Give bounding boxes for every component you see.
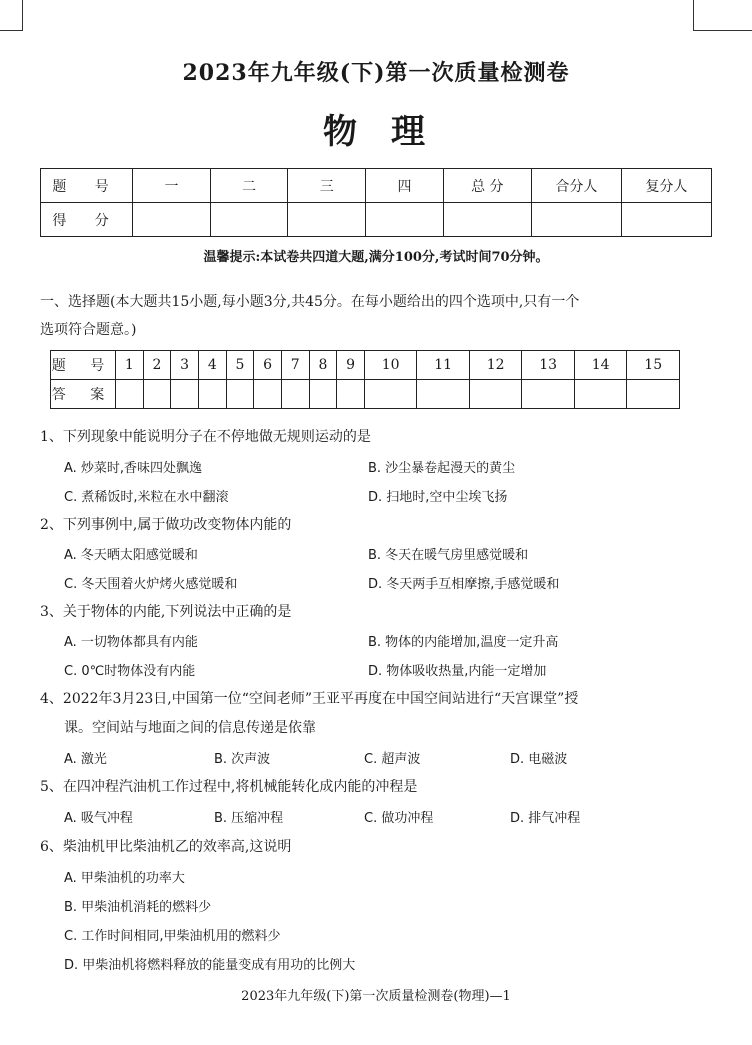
question-6-option-a: A. 甲柴油机的功率大 <box>64 871 185 886</box>
score-cell[interactable] <box>288 203 366 237</box>
score-cell[interactable] <box>133 203 211 237</box>
answer-cell[interactable] <box>364 380 417 409</box>
question-1-option-a: A. 炒菜时,香味四处飘逸 <box>64 461 203 476</box>
score-cell[interactable] <box>210 203 288 237</box>
answer-table-number-row <box>51 351 680 380</box>
question-number-cell: 15 <box>627 351 680 380</box>
section-1-line-2: 选项符合题意。) <box>40 322 137 338</box>
question-3-option-d: D. 物体吸收热量,内能一定增加 <box>368 664 547 679</box>
question-1-stem: 1、下列现象中能说明分子在不停地做无规则运动的是 <box>40 429 371 445</box>
question-number-cell: 10 <box>364 351 417 380</box>
exam-hint: 温馨提示:本试卷共四道大题,满分100分,考试时间70分钟。 <box>203 250 549 265</box>
answer-cell[interactable] <box>627 380 680 409</box>
question-4-option-c: C. 超声波 <box>364 752 421 767</box>
section-1-line-1: 一、选择题(本大题共15小题,每小题3分,共45分。在每小题给出的四个选项中,只有一个 <box>40 294 580 310</box>
question-5-option-d: D. 排气冲程 <box>510 811 581 826</box>
answer-cell[interactable] <box>226 380 254 409</box>
answer-cell[interactable] <box>522 380 575 409</box>
answer-cell[interactable] <box>574 380 627 409</box>
question-1-option-b: B. 沙尘暴卷起漫天的黄尘 <box>368 461 516 476</box>
question-number-cell: 11 <box>417 351 470 380</box>
answer-cell[interactable] <box>116 380 144 409</box>
answer-cell[interactable] <box>417 380 470 409</box>
crop-mark-right <box>693 0 752 31</box>
question-6-option-c: C. 工作时间相同,甲柴油机用的燃料少 <box>64 929 281 944</box>
answer-cell[interactable] <box>171 380 199 409</box>
question-number-cell: 7 <box>281 351 309 380</box>
score-header-cell: 总 分 <box>443 169 531 203</box>
question-number-cell: 4 <box>198 351 226 380</box>
question-number-cell: 14 <box>574 351 627 380</box>
question-4-option-d: D. 电磁波 <box>510 752 568 767</box>
question-3-option-c: C. 0℃时物体没有内能 <box>64 664 196 679</box>
question-3-option-b: B. 物体的内能增加,温度一定升高 <box>368 635 559 650</box>
question-1-option-d: D. 扫地时,空中尘埃飞扬 <box>368 490 508 505</box>
score-row-label: 得 分 <box>41 203 133 237</box>
crop-mark-left <box>0 0 23 31</box>
question-4-stem-continued: 课。空间站与地面之间的信息传递是依靠 <box>64 720 316 736</box>
question-number-cell: 2 <box>143 351 171 380</box>
score-header-cell: 合分人 <box>531 169 621 203</box>
question-5-option-b: B. 压缩冲程 <box>214 811 284 826</box>
question-6-option-b: B. 甲柴油机消耗的燃料少 <box>64 900 212 915</box>
question-2-option-a: A. 冬天晒太阳感觉暖和 <box>64 548 198 563</box>
answer-cell[interactable] <box>309 380 337 409</box>
answer-table-answer-row <box>51 380 680 409</box>
score-header-cell: 四 <box>366 169 444 203</box>
question-number-cell: 8 <box>309 351 337 380</box>
question-2-option-d: D. 冬天两手互相摩擦,手感觉暖和 <box>368 577 560 592</box>
question-number-cell: 9 <box>337 351 365 380</box>
question-6-option-d: D. 甲柴油机将燃料释放的能量变成有用功的比例大 <box>64 958 356 973</box>
question-6-stem: 6、柴油机甲比柴油机乙的效率高,这说明 <box>40 839 292 855</box>
answer-cell[interactable] <box>198 380 226 409</box>
score-cell[interactable] <box>443 203 531 237</box>
question-2-option-b: B. 冬天在暖气房里感觉暖和 <box>368 548 529 563</box>
question-number-cell: 3 <box>171 351 199 380</box>
answer-cell[interactable] <box>281 380 309 409</box>
question-5-option-c: C. 做功冲程 <box>364 811 434 826</box>
question-5-option-a: A. 吸气冲程 <box>64 811 133 826</box>
answer-cell[interactable] <box>254 380 282 409</box>
exam-title: 2023年九年级(下)第一次质量检测卷 <box>182 60 570 86</box>
question-4-option-a: A. 激光 <box>64 752 107 767</box>
question-number-cell: 13 <box>522 351 575 380</box>
question-number-cell: 1 <box>116 351 144 380</box>
score-header-cell: 一 <box>133 169 211 203</box>
question-4-option-b: B. 次声波 <box>214 752 271 767</box>
answer-cell[interactable] <box>143 380 171 409</box>
score-table-score-row <box>41 203 712 237</box>
question-5-stem: 5、在四冲程汽油机工作过程中,将机械能转化成内能的冲程是 <box>40 779 418 795</box>
answer-cell[interactable] <box>337 380 365 409</box>
answer-cell[interactable] <box>469 380 522 409</box>
score-header-cell: 三 <box>288 169 366 203</box>
question-4-stem: 4、2022年3月23日,中国第一位“空间老师”王亚平再度在中国空间站进行“天宫课堂”授 <box>40 691 579 707</box>
page-footer: 2023年九年级(下)第一次质量检测卷(物理)—1 <box>241 989 511 1004</box>
question-1-option-c: C. 煮稀饭时,米粒在水中翻滚 <box>64 490 229 505</box>
question-3-option-a: A. 一切物体都具有内能 <box>64 635 198 650</box>
answer-row-label: 答 案 <box>51 380 116 409</box>
question-number-cell: 5 <box>226 351 254 380</box>
question-number-cell: 6 <box>254 351 282 380</box>
score-table <box>40 168 712 237</box>
score-header-cell: 二 <box>210 169 288 203</box>
score-cell[interactable] <box>531 203 621 237</box>
score-header-cell: 复分人 <box>621 169 711 203</box>
answer-header-label: 题 号 <box>51 351 116 380</box>
score-cell[interactable] <box>621 203 711 237</box>
subject-title: 物理 <box>323 112 459 152</box>
section-1-heading <box>40 288 700 344</box>
question-number-cell: 12 <box>469 351 522 380</box>
question-2-option-c: C. 冬天围着火炉烤火感觉暖和 <box>64 577 238 592</box>
answer-table <box>50 350 680 409</box>
question-3-stem: 3、关于物体的内能,下列说法中正确的是 <box>40 604 292 620</box>
score-header-cell: 题 号 <box>41 169 133 203</box>
score-table-header-row <box>41 169 712 203</box>
score-cell[interactable] <box>366 203 444 237</box>
question-2-stem: 2、下列事例中,属于做功改变物体内能的 <box>40 517 292 533</box>
